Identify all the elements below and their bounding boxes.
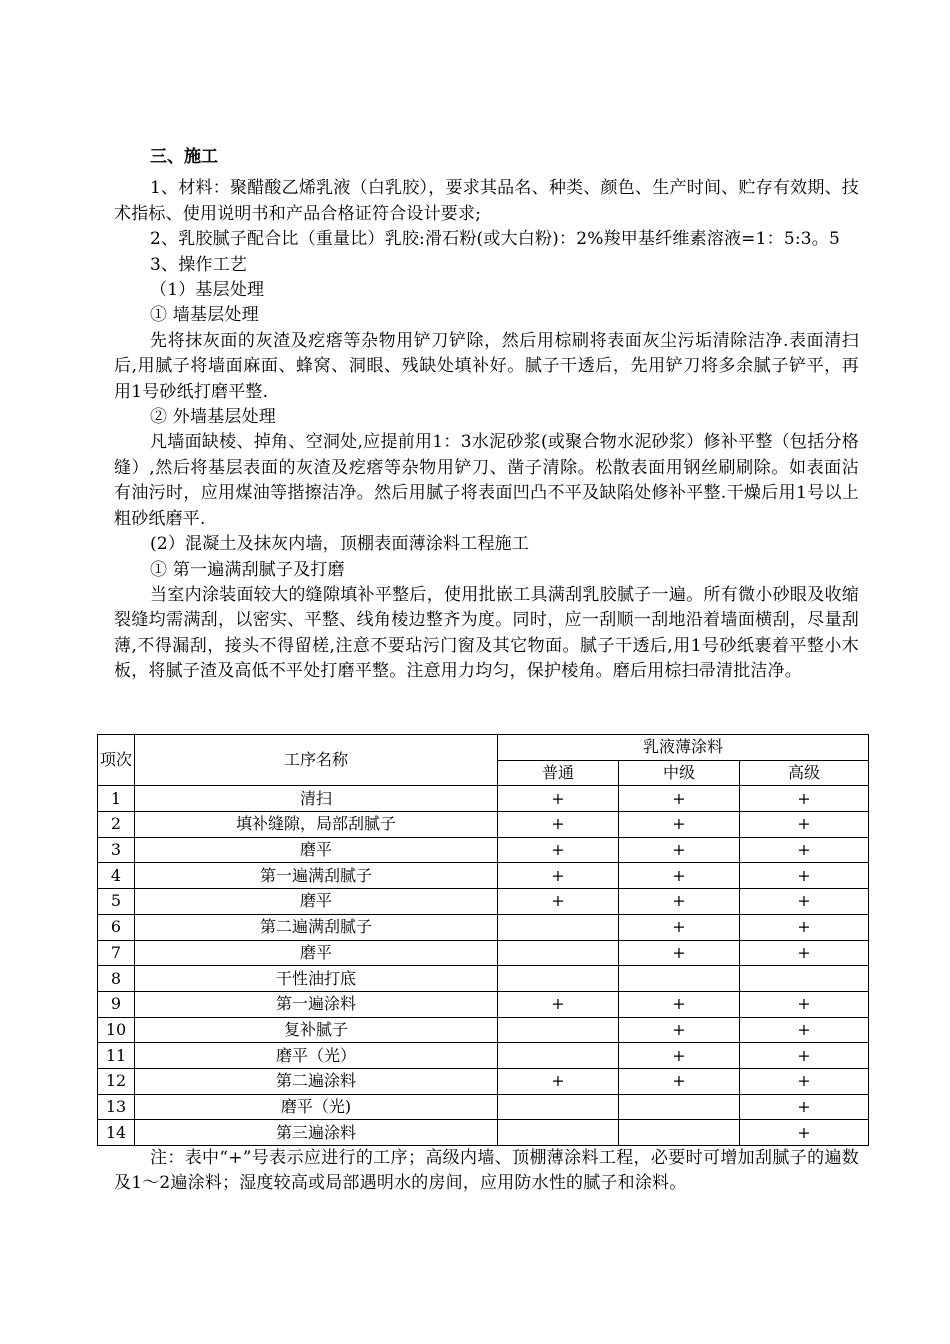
row-mark-high: + xyxy=(740,940,869,966)
header-coating-group: 乳液薄涂料 xyxy=(498,735,869,761)
row-mark-high: + xyxy=(740,914,869,940)
row-mark-medium: + xyxy=(619,1068,740,1094)
row-mark-high: + xyxy=(740,1043,869,1069)
header-level-medium: 中级 xyxy=(619,760,740,786)
paragraph-wall-base: ① 墙基层处理 xyxy=(150,305,259,326)
row-number: 14 xyxy=(98,1120,135,1146)
document-body xyxy=(114,145,859,685)
row-mark-ordinary xyxy=(498,914,619,940)
row-mark-medium: + xyxy=(619,1017,740,1043)
paragraph-interior-coating: (2）混凝土及抹灰内墙，顶棚表面薄涂料工程施工 xyxy=(150,534,530,555)
header-level-ordinary: 普通 xyxy=(498,760,619,786)
row-mark-medium: + xyxy=(619,863,740,889)
table-note: 注：表中“+”号表示应进行的工序；高级内墙、顶棚薄涂料工程，必要时可增加刮腻子的遍数及1～2遍涂料；湿度较高或局部遇明水的房间，应用防水性的腻子和涂料。 xyxy=(114,1148,859,1194)
row-mark-ordinary xyxy=(498,966,619,992)
row-process-name: 填补缝隙，局部刮腻子 xyxy=(135,812,498,838)
paragraph-mix-ratio: 2、乳胶腻子配合比（重量比）乳胶:滑石粉(或大白粉)：2%羧甲基纤维素溶液=1：5:3。5 xyxy=(150,229,841,250)
row-number: 3 xyxy=(98,837,135,863)
table-header-row xyxy=(98,735,869,761)
row-mark-medium: + xyxy=(619,889,740,915)
row-process-name: 第二遍涂料 xyxy=(135,1068,498,1094)
header-item-no: 项次 xyxy=(98,735,135,786)
row-number: 7 xyxy=(98,940,135,966)
row-number: 1 xyxy=(98,786,135,812)
table-row xyxy=(98,786,869,812)
paragraph-first-putty-text: 当室内涂装面较大的缝隙填补平整后，使用批嵌工具满刮乳胶腻子一遍。所有微小砂眼及收缩裂缝均需满刮，以密实、平整、线角棱边整齐为度。同时，应一刮顺一刮地沿着墙面横刮，尽量刮薄,不得漏刮，接头不得留槎,注意不要玷污门窗及其它物面。腻子干透后,用1号砂纸裹着平整小木板，将腻子渣及高低不平处打磨平整。注意用力均匀，保护棱角。磨后用棕扫帚清批洁净。 xyxy=(114,584,859,682)
row-mark-ordinary xyxy=(498,1094,619,1120)
row-mark-ordinary: + xyxy=(498,1068,619,1094)
row-number: 2 xyxy=(98,812,135,838)
row-process-name: 磨平 xyxy=(135,889,498,915)
row-mark-medium xyxy=(619,1094,740,1120)
row-mark-medium xyxy=(619,966,740,992)
row-mark-medium: + xyxy=(619,914,740,940)
row-mark-medium: + xyxy=(619,991,740,1017)
row-mark-high: + xyxy=(740,1068,869,1094)
row-number: 4 xyxy=(98,863,135,889)
header-level-high: 高级 xyxy=(740,760,869,786)
row-mark-ordinary: + xyxy=(498,786,619,812)
row-process-name: 磨平 xyxy=(135,837,498,863)
row-mark-high: + xyxy=(740,1017,869,1043)
table-row xyxy=(98,991,869,1017)
row-mark-medium: + xyxy=(619,837,740,863)
row-process-name: 第二遍满刮腻子 xyxy=(135,914,498,940)
row-mark-ordinary xyxy=(498,940,619,966)
row-mark-high: + xyxy=(740,1094,869,1120)
paragraph-exterior-wall-text: 凡墙面缺棱、掉角、空洞处,应提前用1：3水泥砂浆(或聚合物水泥砂浆）修补平整（包括分格缝）,然后将基层表面的灰渣及疙瘩等杂物用铲刀、凿子清除。松散表面用钢丝刷刷除。如表面沾有油污时，应用煤油等揩擦洁净。然后用腻子将表面凹凸不平及缺陷处修补平整.干燥后用1号以上粗砂纸磨平. xyxy=(114,432,859,529)
table-row xyxy=(98,863,869,889)
paragraph-exterior-wall: ② 外墙基层处理 xyxy=(150,407,277,428)
paragraph-process-heading: 3、操作工艺 xyxy=(150,254,248,275)
row-mark-ordinary: + xyxy=(498,863,619,889)
row-mark-medium: + xyxy=(619,812,740,838)
table-row xyxy=(98,1068,869,1094)
row-process-name: 复补腻子 xyxy=(135,1017,498,1043)
row-mark-ordinary xyxy=(498,1043,619,1069)
row-process-name: 磨平（光） xyxy=(135,1043,498,1069)
row-mark-high: + xyxy=(740,889,869,915)
row-mark-medium: + xyxy=(619,940,740,966)
row-mark-high: + xyxy=(740,863,869,889)
row-number: 9 xyxy=(98,991,135,1017)
row-number: 13 xyxy=(98,1094,135,1120)
row-mark-ordinary xyxy=(498,1017,619,1043)
row-process-name: 干性油打底 xyxy=(135,966,498,992)
paragraph-materials: 1、材料：聚醋酸乙烯乳液（白乳胶），要求其品名、种类、颜色、生产时间、贮存有效期、技术指标、使用说明书和产品合格证符合设计要求; xyxy=(114,178,859,224)
row-number: 5 xyxy=(98,889,135,915)
row-mark-medium: + xyxy=(619,786,740,812)
row-mark-high xyxy=(740,966,869,992)
table-row xyxy=(98,966,869,992)
table-row xyxy=(98,1120,869,1146)
row-number: 12 xyxy=(98,1068,135,1094)
paragraph-base-treatment: （1）基层处理 xyxy=(150,280,265,301)
row-mark-high: + xyxy=(740,837,869,863)
table-row xyxy=(98,812,869,838)
row-process-name: 第一遍涂料 xyxy=(135,991,498,1017)
table-row xyxy=(98,1017,869,1043)
row-mark-medium xyxy=(619,1120,740,1146)
process-table xyxy=(97,734,869,1146)
row-number: 10 xyxy=(98,1017,135,1043)
row-process-name: 清扫 xyxy=(135,786,498,812)
row-process-name: 第三遍涂料 xyxy=(135,1120,498,1146)
row-mark-ordinary: + xyxy=(498,812,619,838)
row-mark-high: + xyxy=(740,812,869,838)
row-mark-ordinary: + xyxy=(498,837,619,863)
row-number: 6 xyxy=(98,914,135,940)
row-mark-high: + xyxy=(740,1120,869,1146)
row-number: 8 xyxy=(98,966,135,992)
table-row xyxy=(98,940,869,966)
row-mark-ordinary xyxy=(498,1120,619,1146)
table-row xyxy=(98,1094,869,1120)
process-table-body xyxy=(98,735,869,1146)
section-title: 三、施工 xyxy=(150,147,218,167)
row-process-name: 磨平（光) xyxy=(135,1094,498,1120)
row-mark-high: + xyxy=(740,786,869,812)
row-mark-ordinary: + xyxy=(498,991,619,1017)
row-process-name: 第一遍满刮腻子 xyxy=(135,863,498,889)
table-row xyxy=(98,1043,869,1069)
row-process-name: 磨平 xyxy=(135,940,498,966)
row-number: 11 xyxy=(98,1043,135,1069)
row-mark-medium: + xyxy=(619,1043,740,1069)
header-process-name: 工序名称 xyxy=(135,735,498,786)
row-mark-ordinary: + xyxy=(498,889,619,915)
table-row xyxy=(98,914,869,940)
paragraph-first-putty: ① 第一遍满刮腻子及打磨 xyxy=(150,559,345,580)
table-row xyxy=(98,889,869,915)
paragraph-wall-base-text: 先将抹灰面的灰渣及疙瘩等杂物用铲刀铲除，然后用棕刷将表面灰尘污垢清除洁净.表面清扫后,用腻子将墙面麻面、蜂窝、洞眼、残缺处填补好。腻子干透后，先用铲刀将多余腻子铲平，再用1号砂纸打磨平整. xyxy=(114,330,859,402)
row-mark-high: + xyxy=(740,991,869,1017)
table-row xyxy=(98,837,869,863)
